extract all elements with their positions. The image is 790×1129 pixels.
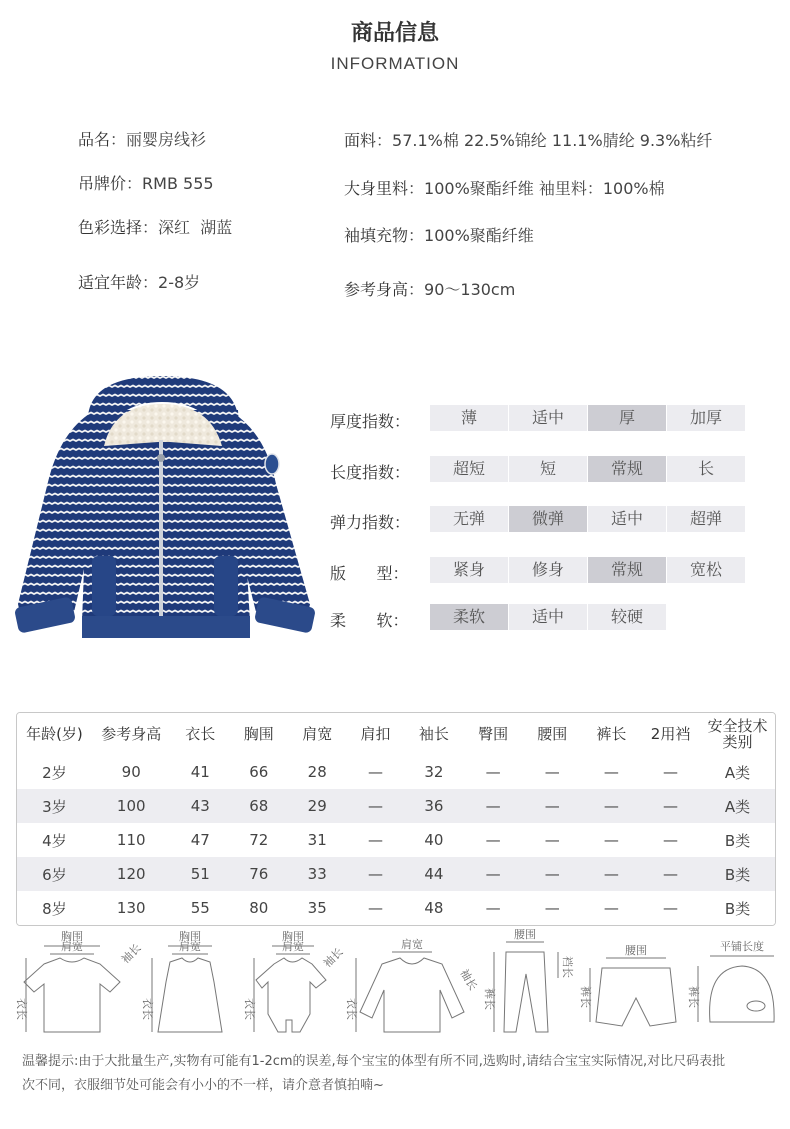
rating-option: 超短 bbox=[430, 456, 508, 482]
table-cell: — bbox=[523, 857, 582, 891]
rating-option: 适中 bbox=[509, 604, 587, 630]
table-cell: — bbox=[523, 891, 582, 925]
table-cell: 3岁 bbox=[17, 789, 92, 823]
rating-option-selected: 常规 bbox=[588, 557, 666, 583]
table-header: 腰围 bbox=[523, 713, 582, 755]
table-cell: 40 bbox=[404, 823, 463, 857]
table-header: 胸围 bbox=[230, 713, 288, 755]
table-cell: — bbox=[641, 789, 700, 823]
table-cell: — bbox=[582, 891, 641, 925]
info-sep: ： bbox=[376, 131, 393, 150]
info-sep: ： bbox=[142, 218, 159, 237]
rating-option: 适中 bbox=[588, 506, 666, 532]
info-value: 100%聚酯纤维 bbox=[424, 226, 534, 245]
info-colors bbox=[78, 215, 232, 238]
table-cell: B类 bbox=[700, 823, 775, 857]
table-cell: 32 bbox=[404, 755, 463, 789]
table-cell: — bbox=[523, 823, 582, 857]
info-label: 大身里料 bbox=[344, 179, 409, 198]
rating-fit bbox=[430, 557, 746, 583]
table-cell: B类 bbox=[700, 857, 775, 891]
table-cell: — bbox=[347, 823, 404, 857]
table-cell: 55 bbox=[171, 891, 230, 925]
table-cell: — bbox=[464, 789, 523, 823]
table-header: 袖长 bbox=[404, 713, 463, 755]
table-cell: — bbox=[641, 891, 700, 925]
label-shoulder: 肩宽 bbox=[61, 941, 83, 953]
rating-option: 较硬 bbox=[588, 604, 666, 630]
table-cell: A类 bbox=[700, 789, 775, 823]
measurement-diagrams bbox=[10, 928, 780, 1038]
table-cell: 100 bbox=[92, 789, 171, 823]
info-label: 袖填充物 bbox=[344, 226, 409, 245]
info-value: RMB 555 bbox=[142, 174, 214, 193]
rating-label-softness: 柔 软： bbox=[330, 611, 409, 630]
rating-label-length: 长度指数： bbox=[330, 463, 411, 482]
table-cell: 72 bbox=[230, 823, 288, 857]
label-pants-length: 裤长 bbox=[579, 986, 591, 1008]
label-length: 衣长 bbox=[243, 998, 255, 1020]
info-label: 适宜年龄 bbox=[78, 273, 143, 292]
table-cell: — bbox=[347, 857, 404, 891]
label-chest: 胸围 bbox=[61, 931, 83, 943]
label-waist: 腰围 bbox=[625, 945, 647, 957]
table-cell: 130 bbox=[92, 891, 171, 925]
info-sep: ： bbox=[110, 130, 127, 149]
rating-label-fit: 版 型： bbox=[330, 564, 409, 583]
table-cell: — bbox=[582, 789, 641, 823]
rating-elasticity bbox=[430, 506, 746, 532]
table-cell: — bbox=[641, 823, 700, 857]
table-cell: — bbox=[347, 789, 404, 823]
table-header: 肩宽 bbox=[288, 713, 347, 755]
table-cell: 29 bbox=[288, 789, 347, 823]
table-header: 年龄(岁) bbox=[17, 713, 92, 755]
table-cell: 41 bbox=[171, 755, 230, 789]
table-row bbox=[17, 823, 775, 857]
table-cell: 76 bbox=[230, 857, 288, 891]
info-filling bbox=[344, 223, 534, 246]
table-cell: — bbox=[464, 823, 523, 857]
table-cell: 51 bbox=[171, 857, 230, 891]
info-value: 57.1%棉 22.5%锦纶 11.1%腈纶 9.3%粘纤 bbox=[392, 131, 713, 150]
info-value: 深红 湖蓝 bbox=[158, 218, 233, 237]
rating-label-elasticity: 弹力指数： bbox=[330, 513, 411, 532]
rating-option-selected: 柔软 bbox=[430, 604, 508, 630]
info-label: 吊牌价 bbox=[78, 174, 127, 193]
table-header: 裤长 bbox=[582, 713, 641, 755]
info-sep: ： bbox=[408, 226, 425, 245]
label-crotch: 裆长 bbox=[561, 956, 573, 978]
rating-length bbox=[430, 456, 746, 482]
info-value: 100%聚酯纤维 袖里料：100%棉 bbox=[424, 179, 665, 198]
label-shoulder: 肩宽 bbox=[282, 941, 304, 953]
info-sep: ： bbox=[408, 179, 425, 198]
table-header: 2用裆 bbox=[641, 713, 700, 755]
table-cell: 47 bbox=[171, 823, 230, 857]
table-cell: 110 bbox=[92, 823, 171, 857]
info-value: 2-8岁 bbox=[158, 273, 201, 292]
info-age bbox=[78, 270, 200, 293]
page-title: 商品信息 bbox=[350, 21, 439, 46]
table-cell: — bbox=[523, 755, 582, 789]
table-cell: 90 bbox=[92, 755, 171, 789]
info-lining bbox=[344, 176, 665, 199]
table-header: 安全技术类别 bbox=[700, 713, 775, 755]
longsleeve-outline bbox=[360, 958, 464, 1032]
info-label: 面料 bbox=[344, 131, 377, 150]
label-waist: 腰围 bbox=[514, 929, 536, 941]
rating-option: 宽松 bbox=[667, 557, 745, 583]
label-chest: 胸围 bbox=[282, 931, 304, 943]
rating-option: 超弹 bbox=[667, 506, 745, 532]
table-cell: — bbox=[464, 857, 523, 891]
rating-label-thickness: 厚度指数： bbox=[330, 412, 411, 431]
table-header: 参考身高 bbox=[92, 713, 171, 755]
label-chest: 胸围 bbox=[179, 931, 201, 943]
table-cell: 43 bbox=[171, 789, 230, 823]
table-cell: 28 bbox=[288, 755, 347, 789]
info-label: 参考身高 bbox=[344, 280, 409, 299]
label-pants-length: 裤长 bbox=[687, 986, 699, 1008]
table-cell: 8岁 bbox=[17, 891, 92, 925]
dress-outline bbox=[158, 958, 222, 1032]
size-note bbox=[22, 1050, 774, 1098]
rating-option-selected: 微弹 bbox=[509, 506, 587, 532]
label-length: 衣长 bbox=[345, 998, 357, 1020]
label-shoulder: 肩宽 bbox=[401, 939, 423, 951]
note-line-1: 温馨提示:由于大批量生产,实物有可能有1-2cm的误差,每个宝宝的体型有所不同,选购时,请结合宝宝实际情况,对比尺码表批 bbox=[22, 1054, 726, 1069]
info-label: 品名 bbox=[78, 130, 111, 149]
rating-option-selected: 厚 bbox=[588, 405, 666, 431]
table-cell: — bbox=[523, 789, 582, 823]
table-cell: 66 bbox=[230, 755, 288, 789]
info-value: 90～130cm bbox=[424, 280, 516, 299]
table-header-row bbox=[17, 713, 775, 755]
label-shoulder: 肩宽 bbox=[179, 941, 201, 953]
table-row bbox=[17, 857, 775, 891]
product-image bbox=[10, 372, 320, 662]
info-fabric bbox=[344, 128, 712, 151]
label-length: 衣长 bbox=[15, 998, 27, 1020]
info-price bbox=[78, 171, 214, 194]
note-line-2: 次不同，衣服细节处可能会有小小的不一样，请介意者慎拍喃~ bbox=[22, 1078, 384, 1093]
shorts-outline bbox=[596, 968, 676, 1026]
tshirt-outline bbox=[24, 958, 120, 1032]
rating-option: 适中 bbox=[509, 405, 587, 431]
table-cell: 4岁 bbox=[17, 823, 92, 857]
hat-outline bbox=[710, 966, 775, 1022]
table-cell: 35 bbox=[288, 891, 347, 925]
table-cell: 80 bbox=[230, 891, 288, 925]
table-cell: B类 bbox=[700, 891, 775, 925]
table-row bbox=[17, 755, 775, 789]
info-sep: ： bbox=[126, 174, 143, 193]
table-cell: — bbox=[464, 891, 523, 925]
rating-option: 加厚 bbox=[667, 405, 745, 431]
table-cell: 48 bbox=[404, 891, 463, 925]
page-subtitle: INFORMATION bbox=[330, 54, 460, 73]
table-cell: 2岁 bbox=[17, 755, 92, 789]
table-cell: A类 bbox=[700, 755, 775, 789]
table-header: 衣长 bbox=[171, 713, 230, 755]
info-label: 色彩选择 bbox=[78, 218, 143, 237]
pants-outline bbox=[504, 952, 548, 1032]
label-sleeve: 袖长 bbox=[321, 946, 346, 971]
table-cell: 44 bbox=[404, 857, 463, 891]
size-table bbox=[16, 712, 776, 926]
table-cell: 33 bbox=[288, 857, 347, 891]
table-header: 肩扣 bbox=[347, 713, 404, 755]
table-header: 臀围 bbox=[464, 713, 523, 755]
rating-option: 长 bbox=[667, 456, 745, 482]
table-cell: — bbox=[582, 823, 641, 857]
rating-option: 修身 bbox=[509, 557, 587, 583]
table-cell: 36 bbox=[404, 789, 463, 823]
table-cell: 120 bbox=[92, 857, 171, 891]
info-height bbox=[344, 277, 515, 300]
info-name bbox=[78, 127, 206, 150]
label-sleeve: 袖长 bbox=[457, 967, 479, 993]
table-cell: 31 bbox=[288, 823, 347, 857]
table-row bbox=[17, 891, 775, 925]
table-cell: — bbox=[347, 891, 404, 925]
info-sep: ： bbox=[408, 280, 425, 299]
table-cell: 68 bbox=[230, 789, 288, 823]
table-cell: 6岁 bbox=[17, 857, 92, 891]
info-value: 丽婴房线衫 bbox=[126, 130, 207, 149]
rating-option: 紧身 bbox=[430, 557, 508, 583]
table-row bbox=[17, 789, 775, 823]
table-cell: — bbox=[464, 755, 523, 789]
rating-softness bbox=[430, 604, 667, 630]
table-cell: — bbox=[641, 755, 700, 789]
rating-thickness bbox=[430, 405, 746, 431]
rating-option: 无弹 bbox=[430, 506, 508, 532]
info-sep: ： bbox=[142, 273, 159, 292]
table-cell: — bbox=[347, 755, 404, 789]
romper-outline bbox=[256, 958, 326, 1032]
label-length: 衣长 bbox=[141, 998, 153, 1020]
rating-option-selected: 常规 bbox=[588, 456, 666, 482]
table-cell: — bbox=[641, 857, 700, 891]
label-sleeve: 袖长 bbox=[119, 942, 144, 967]
label-pants-length: 裤长 bbox=[483, 988, 495, 1010]
table-cell: — bbox=[582, 857, 641, 891]
table-cell: — bbox=[582, 755, 641, 789]
label-flat-length: 平铺长度 bbox=[720, 941, 764, 953]
rating-option: 短 bbox=[509, 456, 587, 482]
rating-option: 薄 bbox=[430, 405, 508, 431]
